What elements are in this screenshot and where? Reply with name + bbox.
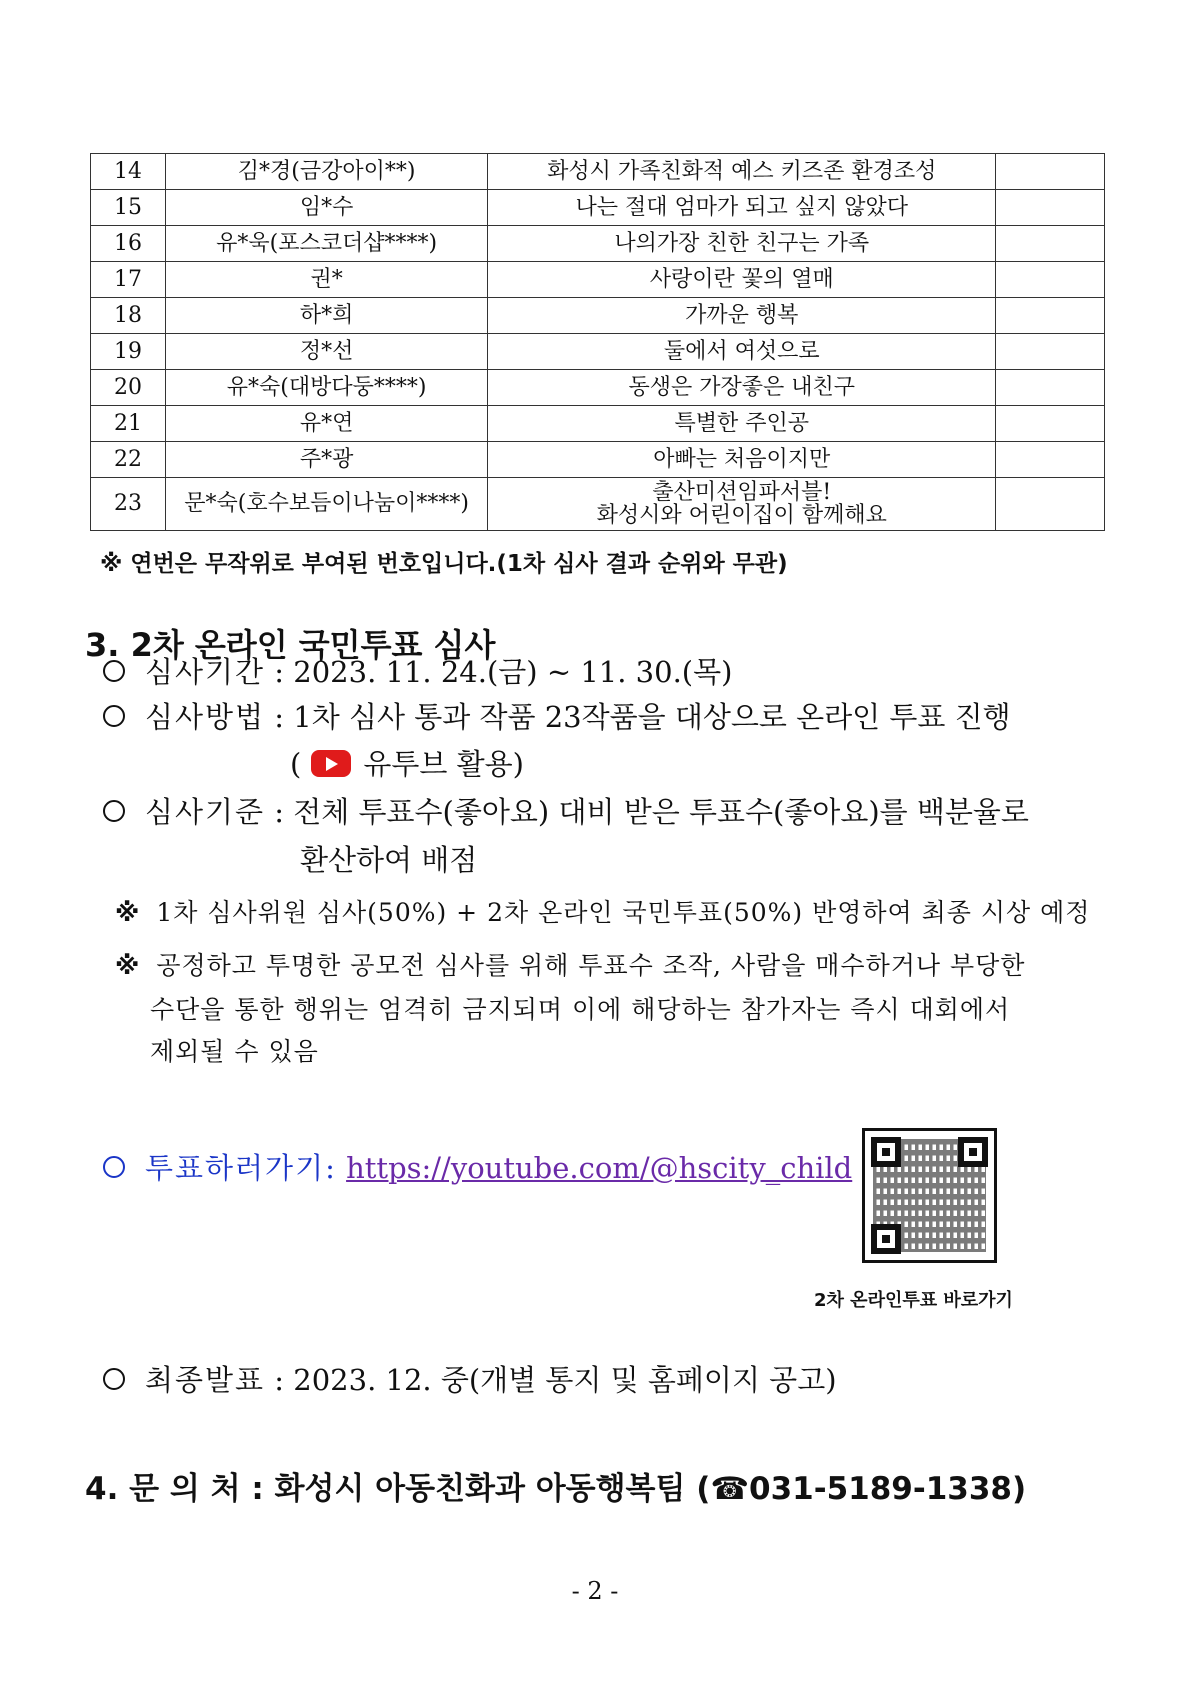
qr-code-icon[interactable] bbox=[862, 1128, 997, 1263]
circle-bullet-icon bbox=[103, 705, 125, 727]
qr-finder-pattern bbox=[958, 1137, 988, 1167]
remark-1-text: 1차 심사위원 심사(50%) + 2차 온라인 국민투표(50%) 반영하여 최종 시상 예정 bbox=[156, 898, 1091, 927]
section4-title: 4. 문 의 처 : 화성시 아동친화과 아동행복팀 (☎031-5189-1338) bbox=[85, 1471, 1027, 1507]
criteria-value: : 전체 투표수(좋아요) 대비 받은 투표수(좋아요)를 백분율로 bbox=[274, 795, 1029, 829]
period-item bbox=[103, 650, 732, 691]
entry-name: 권* bbox=[165, 262, 487, 298]
circle-bullet-icon bbox=[103, 1368, 125, 1390]
entry-title-line1: 출산미션임파서블! bbox=[652, 479, 832, 505]
remark-1 bbox=[115, 893, 1090, 929]
entry-name: 정*선 bbox=[165, 334, 487, 370]
entry-number: 19 bbox=[91, 334, 166, 370]
method-paren: ( bbox=[290, 747, 302, 781]
entry-name: 주*광 bbox=[165, 442, 487, 478]
entry-blank-cell bbox=[996, 442, 1105, 478]
table-row bbox=[91, 334, 1105, 370]
entry-number: 23 bbox=[91, 478, 166, 531]
entries-table bbox=[90, 153, 1105, 531]
final-label: 최종발표 bbox=[145, 1363, 266, 1397]
criteria-item bbox=[103, 790, 1029, 831]
final-value: : 2023. 12. 중(개별 통지 및 홈페이지 공고) bbox=[274, 1363, 837, 1397]
entry-title: 둘에서 여섯으로 bbox=[488, 334, 996, 370]
remark-2-line2: 수단을 통한 행위는 엄격히 금지되며 이에 해당하는 참가자는 즉시 대회에서 bbox=[150, 995, 1011, 1024]
table-row bbox=[91, 478, 1105, 531]
table-row bbox=[91, 154, 1105, 190]
vote-label: 투표하러가기: bbox=[145, 1151, 337, 1185]
final-item bbox=[103, 1358, 837, 1399]
remark-2-line3: 제외될 수 있음 bbox=[150, 1037, 319, 1066]
entry-blank-cell bbox=[996, 226, 1105, 262]
entry-title-line2: 화성시와 어린이집이 함께해요 bbox=[596, 503, 887, 528]
qr-caption: 2차 온라인투표 바로가기 bbox=[814, 1290, 1013, 1311]
entry-blank-cell bbox=[996, 298, 1105, 334]
entry-blank-cell bbox=[996, 262, 1105, 298]
entry-number: 20 bbox=[91, 370, 166, 406]
table-note: ※ 연번은 무작위로 부여된 번호입니다.(1차 심사 결과 순위와 무관) bbox=[100, 551, 788, 577]
entry-number: 17 bbox=[91, 262, 166, 298]
entry-number: 15 bbox=[91, 190, 166, 226]
entry-title: 동생은 가장좋은 내친구 bbox=[488, 370, 996, 406]
vote-link[interactable]: https://youtube.com/@hscity_child bbox=[346, 1151, 853, 1185]
page-number: - 2 - bbox=[571, 1577, 619, 1605]
reference-mark: ※ bbox=[115, 951, 141, 980]
method-continuation bbox=[290, 742, 524, 783]
entry-number: 21 bbox=[91, 406, 166, 442]
entry-blank-cell bbox=[996, 406, 1105, 442]
entry-number: 16 bbox=[91, 226, 166, 262]
youtube-icon bbox=[311, 750, 351, 777]
remark-2-line1: 공정하고 투명한 공모전 심사를 위해 투표수 조작, 사람을 매수하거나 부당한 bbox=[156, 951, 1026, 980]
entry-name: 유*욱(포스코더샵****) bbox=[165, 226, 487, 262]
entry-name: 유*연 bbox=[165, 406, 487, 442]
entry-name: 유*숙(대방다둥****) bbox=[165, 370, 487, 406]
reference-mark: ※ bbox=[115, 898, 141, 927]
entry-blank-cell bbox=[996, 478, 1105, 531]
method-label: 심사방법 bbox=[145, 700, 266, 734]
circle-bullet-icon bbox=[103, 1156, 125, 1178]
entry-blank-cell bbox=[996, 370, 1105, 406]
table-row bbox=[91, 298, 1105, 334]
table-row bbox=[91, 406, 1105, 442]
vote-item bbox=[103, 1146, 852, 1187]
entry-title: 화성시 가족친화적 예스 키즈존 환경조성 bbox=[488, 154, 996, 190]
circle-bullet-icon bbox=[103, 660, 125, 682]
section3-title: 3. 2차 온라인 국민투표 심사 bbox=[85, 626, 496, 664]
method-youtube-text: 유투브 활용) bbox=[363, 747, 524, 781]
entry-number: 22 bbox=[91, 442, 166, 478]
entry-title: 나의가장 친한 친구는 가족 bbox=[488, 226, 996, 262]
qr-finder-pattern bbox=[871, 1224, 901, 1254]
entry-title: 아빠는 처음이지만 bbox=[488, 442, 996, 478]
entry-title: 가까운 행복 bbox=[488, 298, 996, 334]
entry-title bbox=[488, 478, 996, 531]
entry-number: 14 bbox=[91, 154, 166, 190]
circle-bullet-icon bbox=[103, 800, 125, 822]
criteria-continuation: 환산하여 배점 bbox=[300, 843, 478, 877]
table-row bbox=[91, 262, 1105, 298]
entry-name: 임*수 bbox=[165, 190, 487, 226]
entry-title: 사랑이란 꽃의 열매 bbox=[488, 262, 996, 298]
criteria-label: 심사기준 bbox=[145, 795, 266, 829]
entry-blank-cell bbox=[996, 154, 1105, 190]
table-row bbox=[91, 442, 1105, 478]
remark-2 bbox=[115, 946, 1025, 982]
entry-blank-cell bbox=[996, 334, 1105, 370]
table-row bbox=[91, 190, 1105, 226]
period-value: : 2023. 11. 24.(금) ~ 11. 30.(목) bbox=[274, 655, 733, 689]
period-label: 심사기간 bbox=[145, 655, 266, 689]
table-row bbox=[91, 226, 1105, 262]
method-item bbox=[103, 695, 1011, 736]
table-row bbox=[91, 370, 1105, 406]
qr-finder-pattern bbox=[871, 1137, 901, 1167]
entry-title: 나는 절대 엄마가 되고 싶지 않았다 bbox=[488, 190, 996, 226]
entry-number: 18 bbox=[91, 298, 166, 334]
entry-title: 특별한 주인공 bbox=[488, 406, 996, 442]
entry-name: 김*경(금강아이**) bbox=[165, 154, 487, 190]
entry-name: 하*희 bbox=[165, 298, 487, 334]
entry-blank-cell bbox=[996, 190, 1105, 226]
method-value: : 1차 심사 통과 작품 23작품을 대상으로 온라인 투표 진행 bbox=[274, 700, 1011, 734]
entry-name: 문*숙(호수보듬이나눔이****) bbox=[165, 478, 487, 531]
